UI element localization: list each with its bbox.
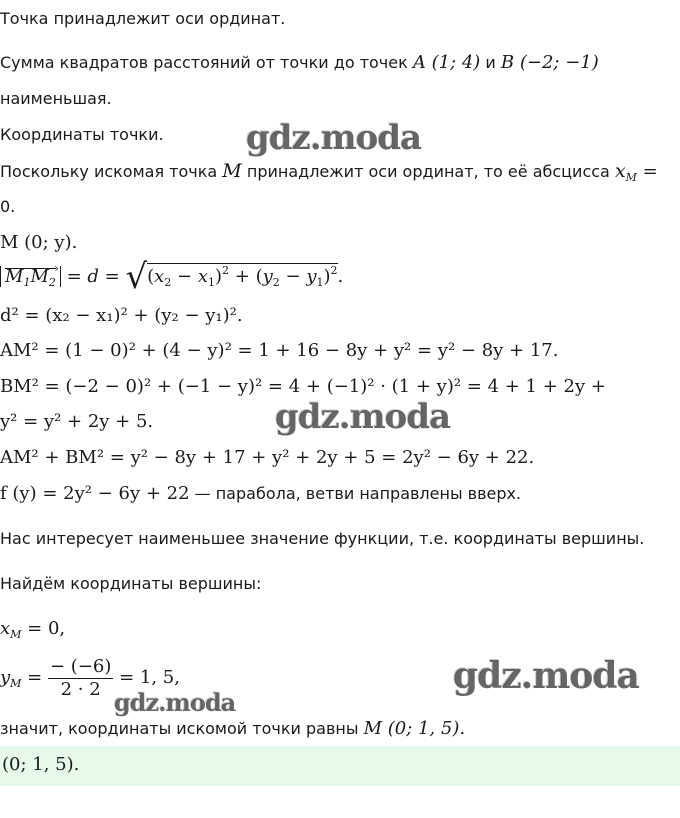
vertex-heading: Найдём координаты вершины: <box>0 574 262 593</box>
text: Сумма квадратов расстояний от точки до точек <box>0 53 413 72</box>
value: = 1, 5, <box>113 667 180 688</box>
distance-formula: $M_1M_2$ › = $d = √(x_2 - x_1)^2 + (y_2 - y_1)^2$. <box>0 267 343 287</box>
point-m-coords: M (0; y). <box>0 232 78 253</box>
point-m-result: M (0; 1, 5). <box>363 718 466 739</box>
text-and: и <box>480 53 501 72</box>
equals: = <box>21 667 48 688</box>
statement-line-3: наименьшая. <box>0 89 112 108</box>
function-description: — парабола, ветви направлены вверх. <box>189 484 522 503</box>
square-root: $√(x_2 - x_1)^2 + (y_2 - y_1)^2$ <box>125 257 338 297</box>
sub-m: M <box>625 171 637 184</box>
equation-bm2-cont: y² = y² + 2y + 5. <box>0 411 154 432</box>
point-a: A (1; 4) <box>412 52 481 73</box>
equation-d2: d² = (x₂ − x₁)² + (y₂ − y₁)². <box>0 305 243 326</box>
equals: = <box>636 161 658 182</box>
section-heading: Координаты точки. <box>0 125 164 144</box>
text: значит, координаты искомой точки равны <box>0 719 364 738</box>
statement-line-1: Точка принадлежит оси ординат. <box>0 9 286 28</box>
equation-am2: AM² = (1 − 0)² + (4 − y)² = 1 + 16 − 8y + y² = y² − 8y + 17. <box>0 340 559 361</box>
point-m: M <box>222 160 242 182</box>
vector-m1m2: $M_1M_2$ › <box>5 267 56 287</box>
equation-bm2: BM² = (−2 − 0)² + (−1 − y)² = 4 + (−1)² · (1 + y)² = 4 + 1 + 2y + <box>0 376 606 397</box>
x-m-value <box>0 619 65 639</box>
text: принадлежит оси ординат, то её абсцисса <box>241 162 615 181</box>
statement-line-2 <box>0 53 599 73</box>
x: x <box>0 618 11 639</box>
answer-value: (0; 1, 5). <box>2 754 80 775</box>
x: x <box>614 160 626 182</box>
sub-m: M <box>10 628 22 641</box>
reasoning-line <box>0 161 658 182</box>
denominator: 2 · 2 <box>60 678 101 700</box>
fraction <box>48 656 113 701</box>
equation-sum: AM² + BM² = y² − 8y + 17 + y² + 2y + 5 = 2y² − 6y + 22. <box>0 447 535 468</box>
watermark: gdz.moda <box>114 688 236 717</box>
interest-line: Нас интересует наименьшее значение функции, т.е. координаты вершины. <box>0 529 645 548</box>
text: Поскольку искомая точка <box>0 162 223 181</box>
y: y <box>0 667 11 688</box>
function-formula: f (y) = 2y² − 6y + 22 <box>0 483 190 504</box>
value: = 0, <box>21 618 66 639</box>
point-b: B (−2; −1) <box>500 52 599 73</box>
reasoning-line-cont: 0. <box>0 197 16 216</box>
vector-magnitude <box>0 266 61 287</box>
numerator: − (−6) <box>49 655 112 677</box>
function-line <box>0 484 521 504</box>
watermark: gdz.moda <box>275 397 451 437</box>
conclusion-line <box>0 719 465 739</box>
sub-m: M <box>10 677 22 690</box>
answer-box <box>0 746 680 786</box>
x-m <box>615 160 637 182</box>
watermark: gdz.moda <box>246 118 422 158</box>
watermark: gdz.moda <box>453 655 639 697</box>
